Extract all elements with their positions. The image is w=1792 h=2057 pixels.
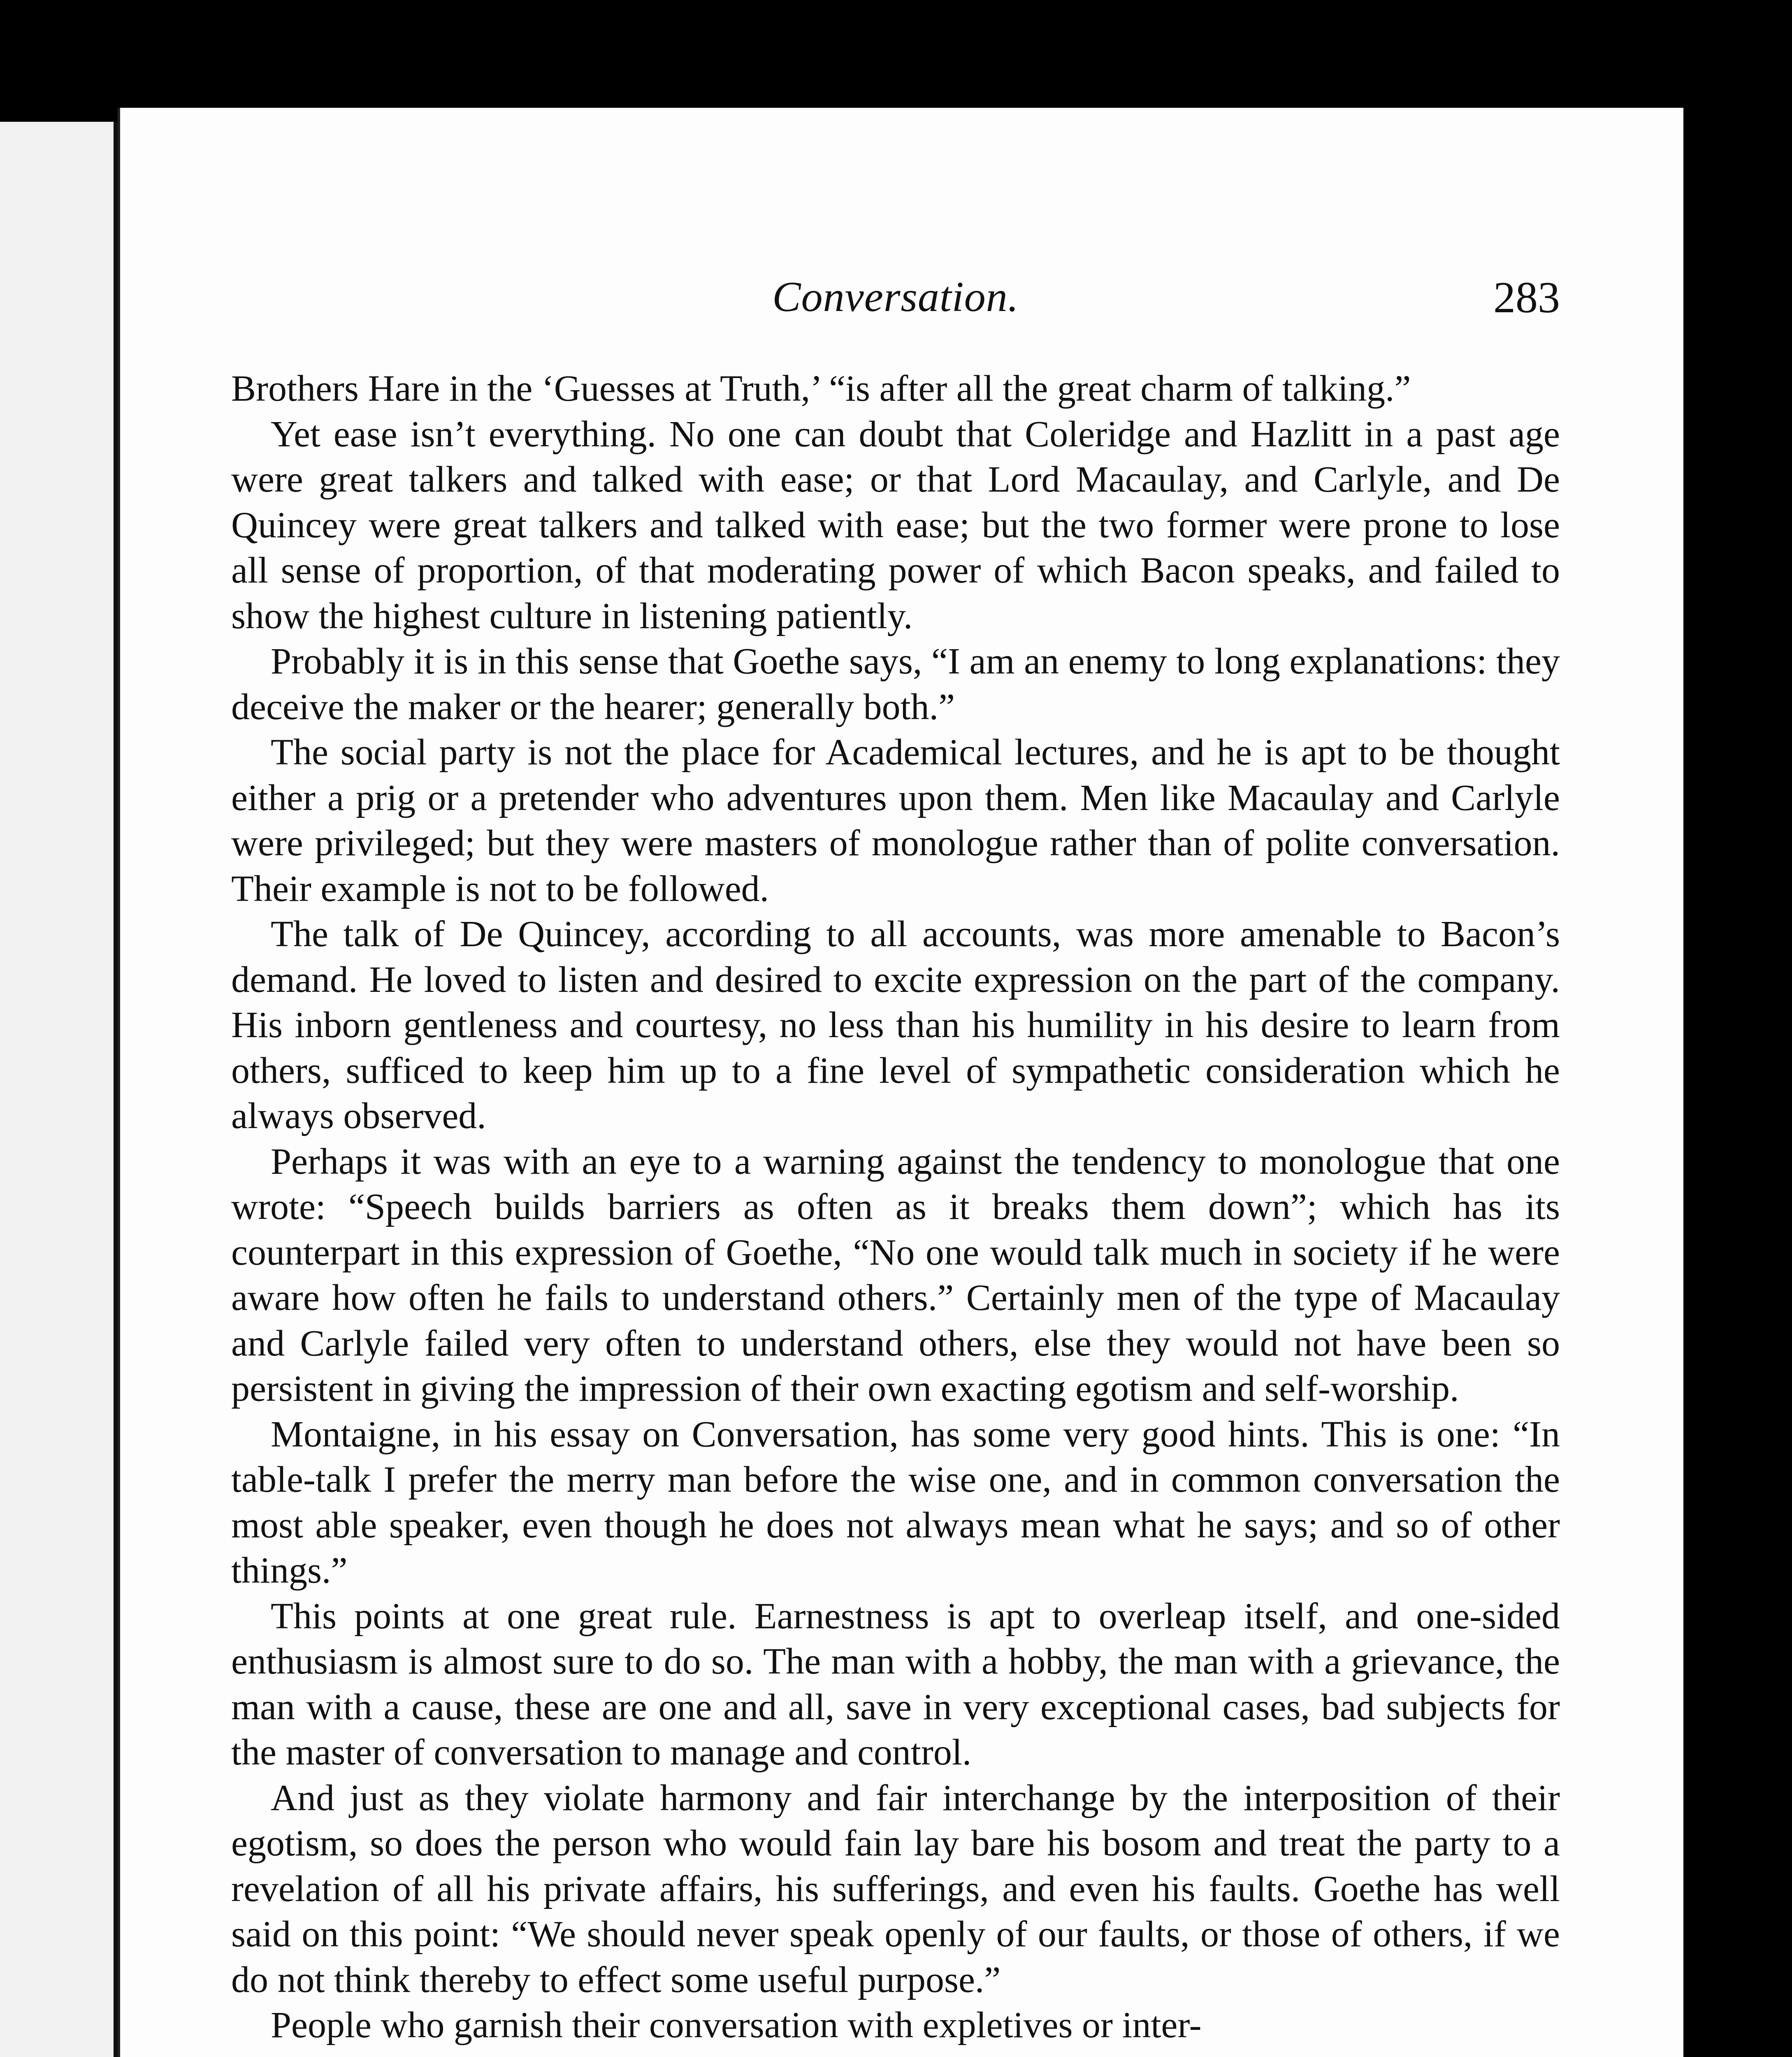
page-number: 283 [1493, 273, 1560, 322]
paragraph: Yet ease isn’t everything. No one can doubt that Coleridge and Hazlitt in a past age were great talkers and talked with ease; or that Lord Macaulay, and Carlyle, and De Quincey were great talkers and talked with ease; but the two former were prone to lose all sense of proportion, of that moderating power of which Bacon speaks, and failed to show the highest culture in listening patiently. [231, 413, 1560, 636]
paragraph: Montaigne, in his essay on Conversation, has some very good hints. This is one: “In table-talk I prefer the merry man before the wise one, and in common conversation the most able speaker, even though he does not always mean what he says; and so of other things.” [231, 1414, 1560, 1591]
paragraph: This points at one great rule. Earnestness is apt to overleap itself, and one-sided enthusiasm is almost sure to do so. The man with a hobby, the man with a grievance, the man with a cause, these are one and all, save in very exceptional cases, bad subjects for the master of conversation to manage and control. [231, 1595, 1560, 1773]
paragraph: Brothers Hare in the ‘Guesses at Truth,’ “is after all the great charm of talking.” [231, 368, 1411, 409]
paragraph: Perhaps it was with an eye to a warning against the tendency to monologue that one wrote: “Speech builds barriers as often as it breaks them down”; which has its counterpart in this expression of Goethe, “No one would talk much in society if he were aware how often he fails to understand others.” Certainly men of the type of Macaulay and Carlyle failed very often to understand others, else they would not have been so persistent in giving the impression of their own exacting egotism and self-worship. [231, 1141, 1560, 1409]
paragraph: People who garnish their conversation with expletives or inter- [271, 2005, 1202, 2045]
body-text [231, 366, 1560, 2057]
paragraph: The social party is not the place for Academical lectures, and he is apt to be thought either a prig or a pretender who adventures upon them. Men like Macaulay and Carlyle were privileged; but they were masters of monologue rather than of polite conversation. Their example is not to be followed. [231, 732, 1560, 909]
book-page [118, 108, 1683, 2057]
running-title: Conversation. [772, 273, 1019, 320]
paragraph: And just as they violate harmony and fair interchange by the interposition of their egotism, so does the person who would fain lay bare his bosom and treat the party to a revelation of all his private affairs, his sufferings, and even his faults. Goethe has well said on this point: “We should never speak openly of our faults, or those of others, if we do not think thereby to effect some useful purpose.” [231, 1777, 1560, 2000]
paragraph: Probably it is in this sense that Goethe says, “I am an enemy to long explanations: they deceive the maker or the hearer; generally both.” [231, 641, 1560, 727]
paragraph: The talk of De Quincey, according to all accounts, was more amenable to Bacon’s demand. He loved to listen and desired to excite expression on the part of the company. His inborn gentleness and courtesy, no less than his humility in his desire to learn from others, sufficed to keep him up to a fine level of sympathetic consideration which he always observed. [231, 914, 1560, 1136]
page-header [231, 272, 1560, 371]
facing-page-edge [0, 122, 118, 2057]
